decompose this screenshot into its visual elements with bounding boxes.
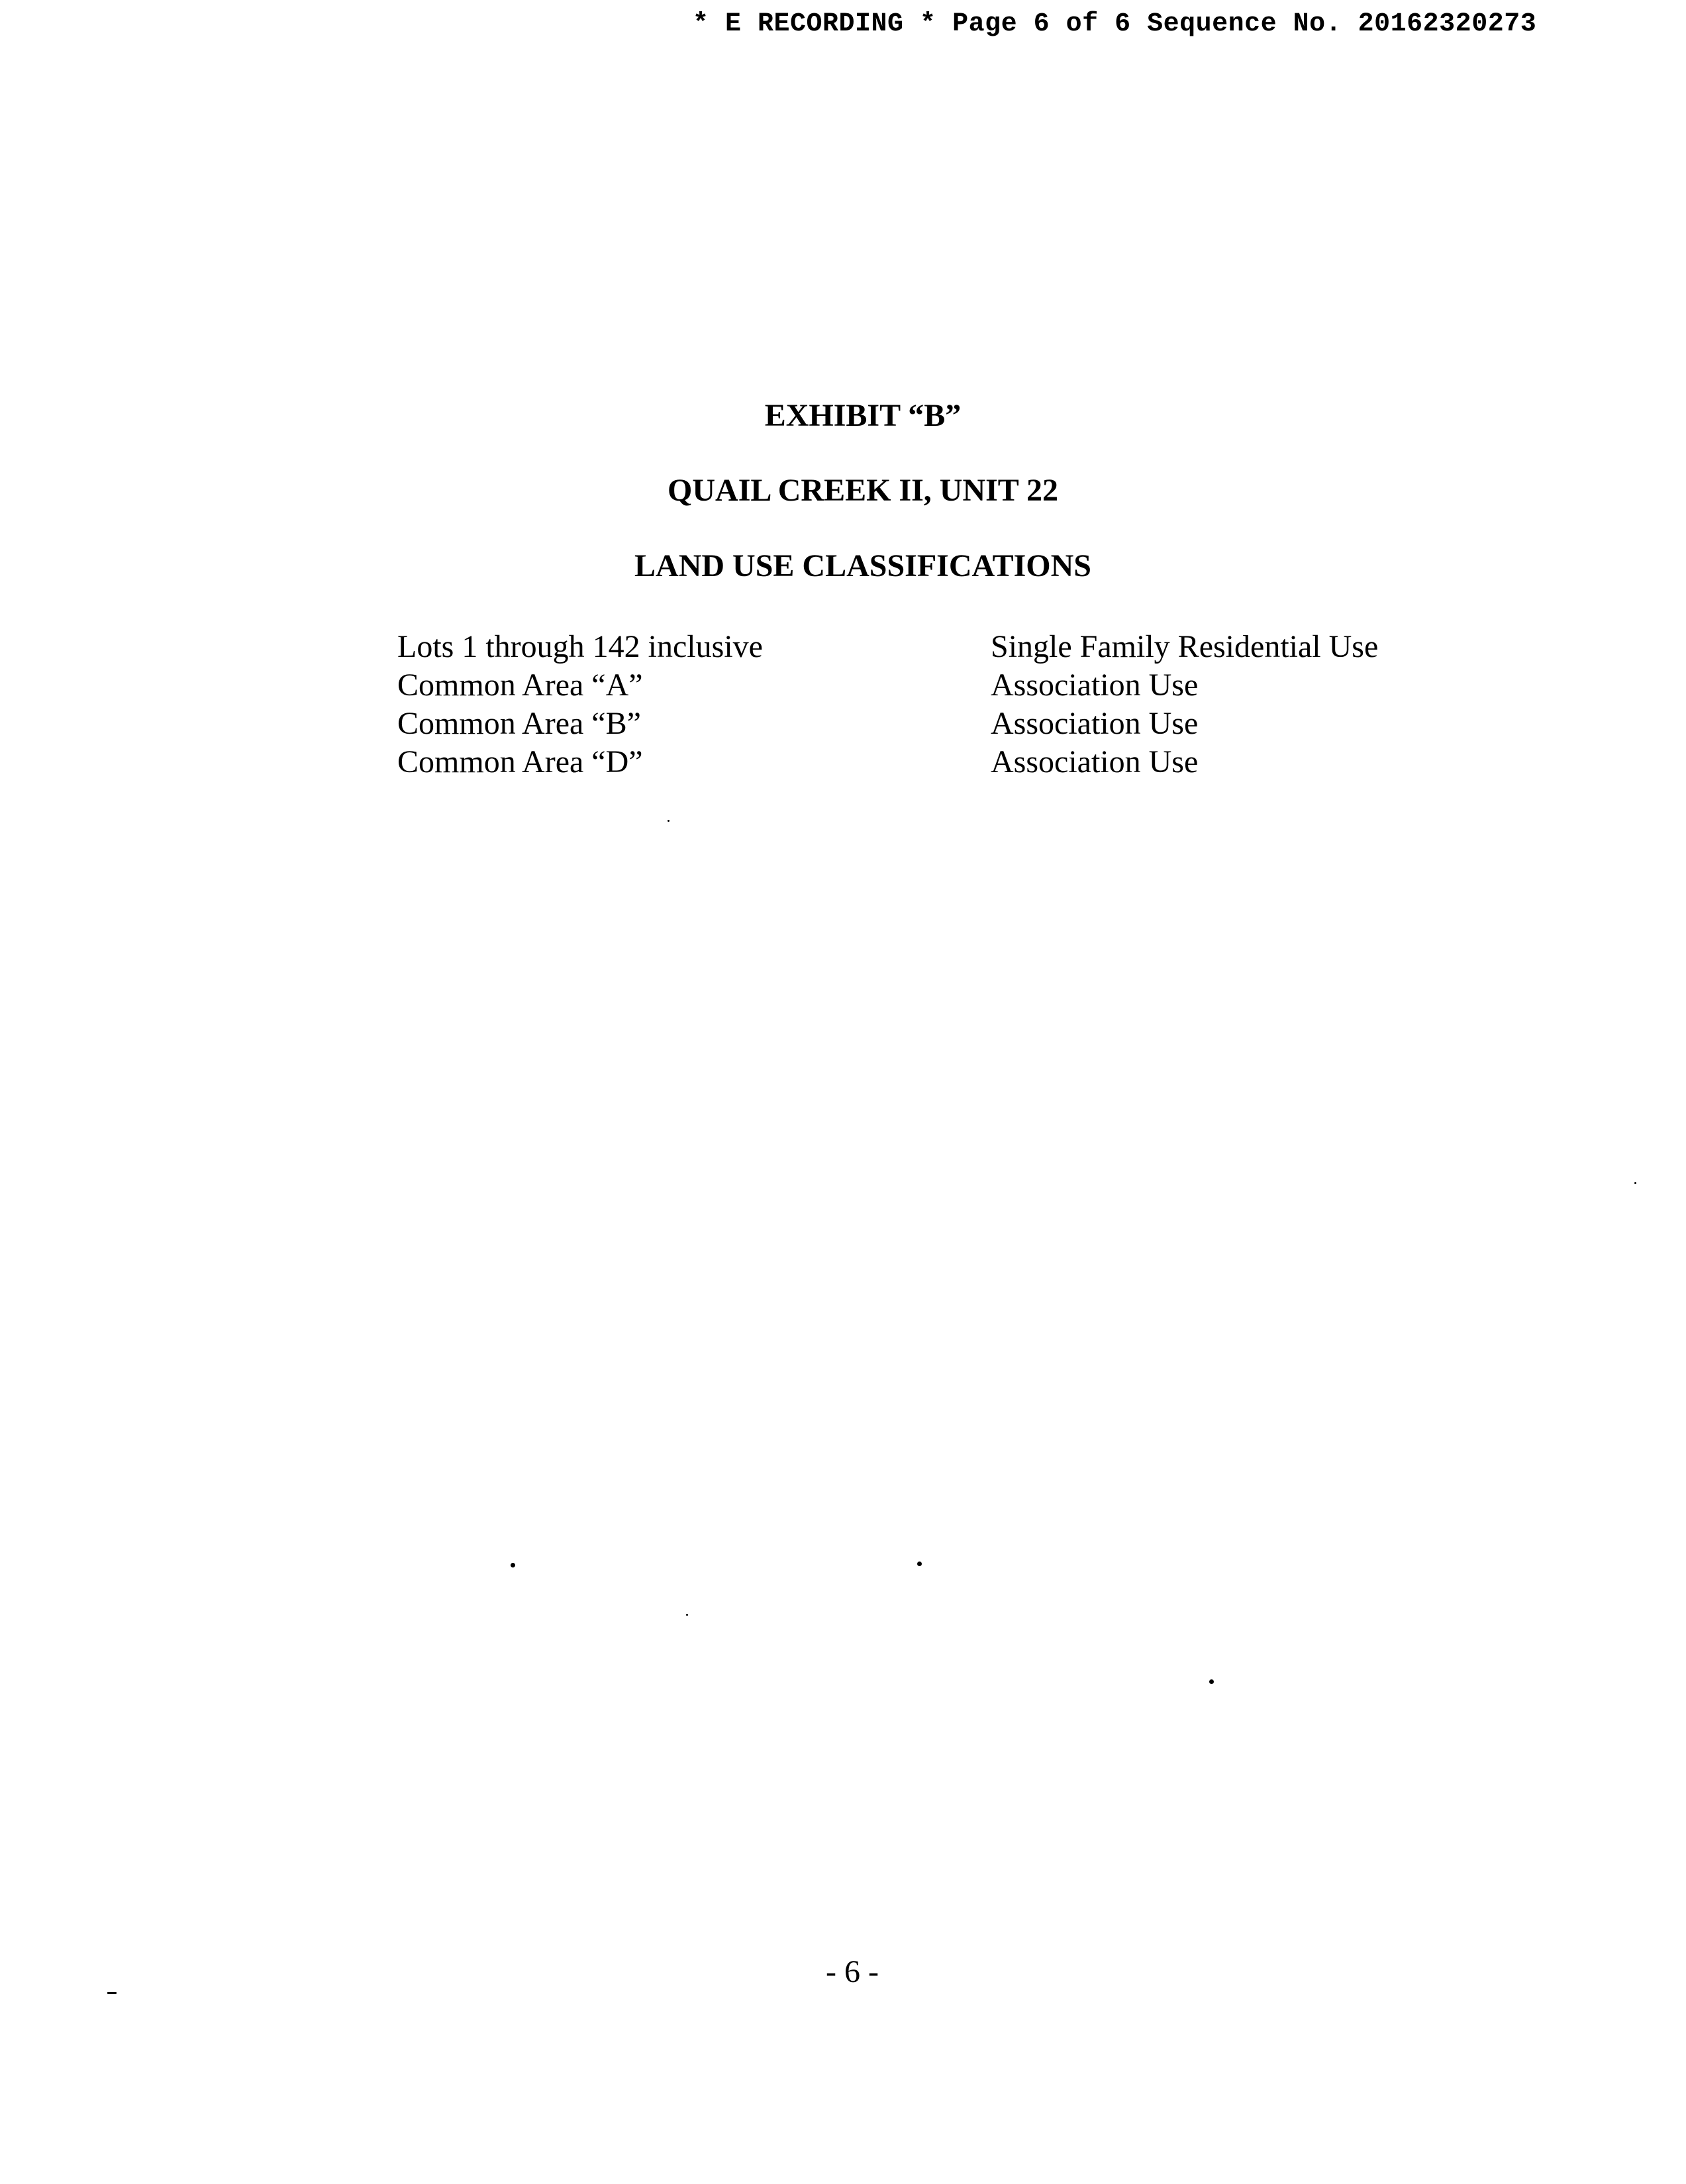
classification-lots: Common Area “A”	[397, 668, 643, 703]
recording-header: * E RECORDING * Page 6 of 6 Sequence No. 20162320273	[693, 9, 1537, 39]
classification-use: Association Use	[991, 706, 1199, 741]
subdivision-title: QUAIL CREEK II, UNIT 22	[668, 473, 1058, 508]
exhibit-title: EXHIBIT “B”	[764, 398, 962, 433]
scan-speck	[668, 820, 669, 822]
classification-use: Association Use	[991, 668, 1199, 703]
classification-lots: Common Area “B”	[397, 706, 641, 741]
classification-row	[397, 743, 1378, 781]
scan-speck	[511, 1563, 515, 1567]
classification-use: Single Family Residential Use	[991, 629, 1379, 664]
scan-speck	[107, 1992, 117, 1994]
scan-speck	[686, 1614, 688, 1616]
classifications-table	[397, 628, 1378, 781]
classification-lots: Common Area “D”	[397, 744, 643, 779]
classification-row	[397, 628, 1378, 666]
classification-row	[397, 666, 1378, 705]
classification-use: Association Use	[991, 744, 1199, 779]
scan-speck	[917, 1562, 922, 1566]
classifications-heading: LAND USE CLASSIFICATIONS	[634, 548, 1091, 583]
classification-lots: Lots 1 through 142 inclusive	[397, 629, 763, 664]
page-number: - 6 -	[826, 1954, 879, 1989]
classification-row	[397, 705, 1378, 743]
scan-speck	[1209, 1679, 1214, 1684]
scan-speck	[1634, 1182, 1636, 1184]
